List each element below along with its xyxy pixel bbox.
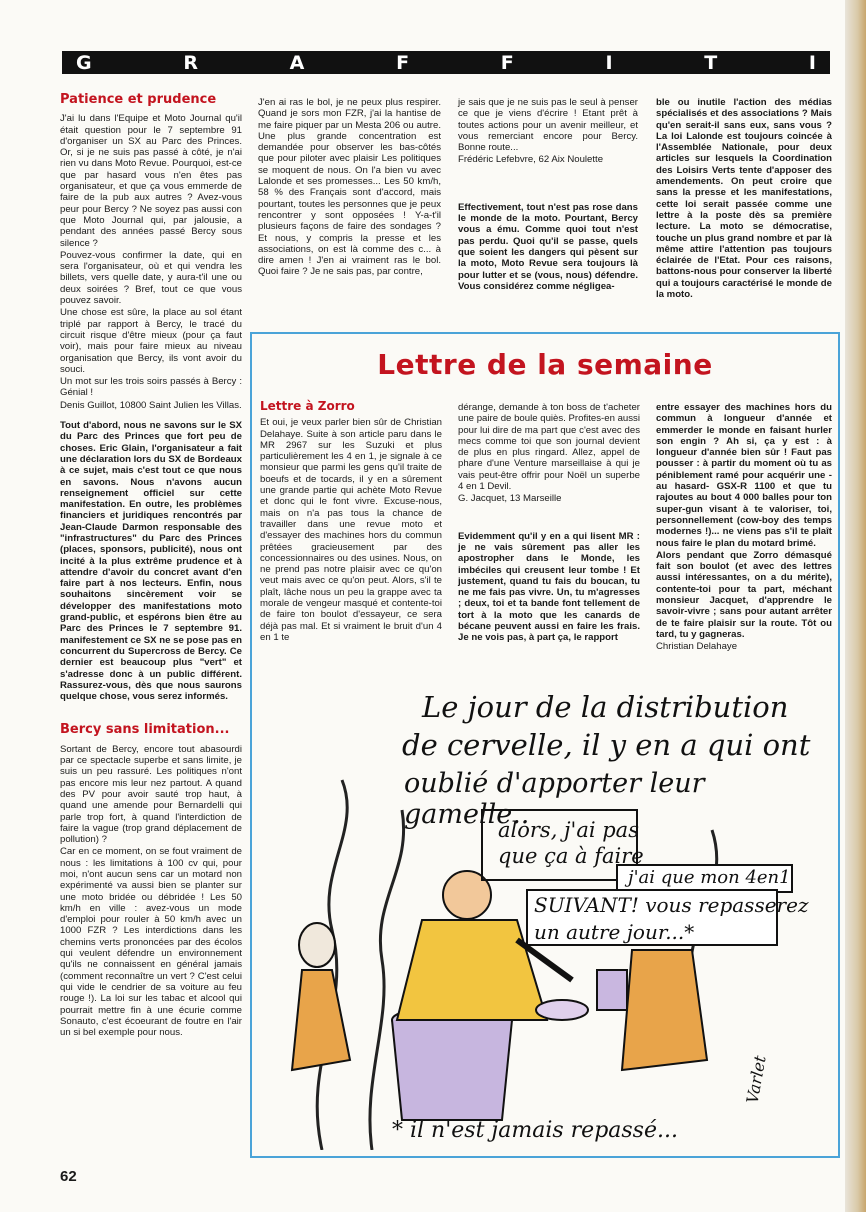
header-letter: F — [396, 51, 410, 74]
header-letter: R — [183, 51, 198, 74]
letter-signature: Denis Guillot, 10800 Saint Julien les Villas. — [60, 399, 242, 411]
cartoon-footnote: * il n'est jamais repassé... — [392, 1118, 678, 1143]
speech-bubble-3-line2: un autre jour...* — [534, 920, 695, 944]
header-letter: I — [808, 51, 816, 74]
editor-reply: Tout d'abord, nous ne savons sur le SX du Parc des Princes que fort peu de choses. Eric Glain, l'organisateur a fait une déclaration lors du SX de Bordeaux à ce sujet, mais c'est tout ce que nous en savons. Nous n'avons aucun renseignement officiel sur cette manifestation. En outre, les problèmes financiers et juridiques rencontrés par Jean-Claude Darmon responsable des "infrastructures" du Parc des Princes (places, sponsors, publicité), nous ont incité à la plus extrême prudence et à attendre d'avoir du concret avant d'en faire part à nos lecteurs. Enfin, nous souhaitons sincèrement voir se développer des manifestations moto grand-public, et espérons bien être au Parc des Princes le 7 septembre 91. manifestement ce SX ne se pose pas en concurrent du Supercross de Bercy. Ce dernier est beaucoup plus "vert" et s'adresse donc à un public différent. Rassurez-vous, dès que nous saurons quelque chose, vous serez informés. — [60, 420, 242, 703]
letter-paragraph: Pouvez-vous confirmer la date, qui en sera l'organisateur, où et qui vendra les billets, vers quelle date, y aura-t'il une ou deux soirées ? Bref, tout ce que vous pouvez savoir. — [60, 249, 242, 307]
column-4-top — [656, 97, 832, 301]
cartoonist-signature: Varlet — [742, 1054, 770, 1105]
letter-paragraph: dérange, demande à ton boss de t'acheter une paire de boule quiès. Profites-en aussi pour lui dire de ma part que c'est avec des mecs comme toi que son journal devient de plus en plus ringard. Allez, appel de phare d'une Venture marseillaise à qui je vais peut-être offrir pour Noël un superbe 4 en 1 Devil. — [458, 402, 640, 493]
letter-paragraph: Un mot sur les trois soirs passés à Bercy : Génial ! — [60, 376, 242, 399]
letter-paragraph: Car en ce moment, on se fout vraiment de nous : les limitations à 100 cv qui, pour moi, n'ont aucun sens car un motard non expérimenté va aussi bien se planter sur une moto bridée ou débridée ! Les 50 km/h en ville : avez-vous un mode d'emploi pour rouler à 50 km/h avec un 1000 FZR ? Les interdictions dans les chemins verts prononcées par des écolos qui veulent défendre un environnement qu'ils ne connaissent en général jamais (comment reconnaître un vert ? C'est celui qui vide le cendrier de sa voiture au feu rouge !). La loi sur les tabac et alcool qui pourrait mettre fin à une écurie comme Sonauto, c'est écoeurant de foutre en l'air un si bel exemple pour nous. — [60, 846, 242, 1039]
letter-paragraph: Sortant de Bercy, encore tout abasourdi par ce spectacle superbe et sans limite, je suis un peu rassuré. Les politiques n'ont pas encore mis leur nez partout. A quand des PV pour avoir sauté trop haut, à quand une amende pour Bernardelli qui parle trop fort, à quand l'interdiction de faire la vague (trop grand déplacement de pollution) ? — [60, 743, 242, 846]
week-column-3 — [656, 402, 832, 654]
letter-subheading: Lettre à Zorro — [260, 399, 355, 413]
week-column-2 — [458, 402, 640, 645]
header-letter: T — [704, 51, 718, 74]
speech-bubble-1-line2: que ça à faire — [498, 844, 644, 868]
column-2-top — [258, 97, 441, 279]
editor-reply: Alors pendant que Zorro démasqué fait son boulot (et avec des lettres aussi intéressantes, on a du mérite), contente-toi pour ta part, méchant monsieur Jacquet, d'apprendre le savoir-vivre ; sans pour autant arrêter de te faire plaisir sur la route. Tôt ou tard, tu y gagneras. — [656, 549, 832, 640]
letter-paragraph: je sais que je ne suis pas le seul à penser ce que je viens d'écrire ! Etant prêt à toutes actions pour un avenir meilleur, et vous remerciant encore pour Bercy. Bonne route... — [458, 97, 638, 154]
article-heading-bercy: Bercy sans limitation... — [60, 722, 230, 738]
header-letter: I — [605, 51, 613, 74]
header-letter: G — [76, 51, 92, 74]
editor-reply: entre essayer des machines hors du commun à longueur d'année et emmerder le monde en faisant hurler son engin ? Ah si, ça y est : à longueur d'année bien sûr ! Faut pas pousser : à partir du moment où tu as péniblement ramé pour acquérir une -au hasard- GSX-R 1100 et que tu rajoutes au bout 4 000 balles pour ton super-gun visant à te valoriser, toi, personnellement (cow-boy des temps modernes !)... ne viens pas s'il te plaît nous faire le plan du motard brimé. — [656, 402, 832, 549]
letter-signature: Frédéric Lefebvre, 62 Aix Noulette — [458, 154, 604, 166]
speech-bubble-2: j'ai que mon 4en1 — [628, 867, 791, 888]
letter-paragraph: Une chose est sûre, la place au sol étant triplé par rapport à Bercy, le tracé du circuit risque d'être mieux (pour ça faut voir), mais pour faire mieux au niveau organisation que Bercy, ils vont avoir du souci. — [60, 307, 242, 375]
letter-paragraph: Et oui, je veux parler bien sûr de Christian Delahaye. Suite à son article paru dans le MR 2967 sur les Suzuki et plus particulièrement les 4 en 1, je signale à ce monsieur que parmi les gens qu'il traite de boeufs et de tocards, il y en a sûrement une grande partie qui achète Moto Revue et donc qui le font vivre. Excuse-nous, mais on n'a pas tous la chance de travailler dans une revue moto et d'essayer des machines hors du commun prêtées gracieusement par des concessionnaires ou des usines. Nous, on ne prend pas notre plaisir avec ce qu'on veut mais avec ce qu'on peut. Alors, s'il te plaît, lâche nous un peu la grappe avec ta morale de vengeur masqué et contente-toi de faire ton boulot d'essayeur, ce sera déjà pas mal. Et si vraiment le bruit d'un 4 en 1 te — [260, 417, 442, 643]
column-3-top — [458, 97, 638, 293]
page-number: 62 — [60, 1168, 77, 1185]
page-edge — [845, 0, 866, 1212]
letter-paragraph: J'ai lu dans l'Equipe et Moto Journal qu'il était question pour le 7 septembre 91 d'organiser un SX au Parc des Princes. Or, si je ne suis pas passé à côté, je n'ai rien vu dans Moto Revue. Pourquoi, est-ce que par hasard vous n'en êtes pas organisateur, et que ça vous emmerde de faire de la pub aux autres ? Avez-vous peur pour Bercy ? Ne soyez pas aussi con que Moto Journal qui, par jalousie, a pendant des années passé Bercy sous silence ? — [60, 113, 242, 249]
cartoon-illustration — [262, 680, 832, 1150]
letter-signature: G. Jacquet, 13 Marseille — [458, 493, 562, 505]
header-letter: A — [289, 51, 305, 74]
letter-paragraph: J'en ai ras le bol, je ne peux plus respirer. Quand je sors mon FZR, j'ai la hantise de me faire piquer par un Mesta 206 ou autre. Une plus grande concentration est demandée pour observer les bas-côtés que pour piloter avec plaisir Les politiques se moquent de nous. On l'a bien vu avec Lalonde et ses promesses... Les 50 km/h, 58 % des Français sont d'accord, mais pourtant, toutes les personnes que je peux rencontrer y sont opposées ! Y-a-t'il plusieurs façons de faire des sondages ? Et nous, y compris la presse et les associations, on est là comme des c... à dire amen ! J'en ai vraiment ras le bol. Quoi faire ? Je ne sais pas, par contre, — [258, 97, 441, 278]
header-letter: F — [500, 51, 514, 74]
speech-bubble-3-line1: SUIVANT! vous repasserez — [534, 893, 809, 917]
week-column-1 — [260, 401, 442, 644]
cartoon-caption-line2: de cervelle, il y en a qui ont — [402, 728, 811, 762]
graffiti-header-bar — [62, 51, 830, 74]
cartoon-caption-line3: oublié d'apporter leur gamelle.. — [404, 768, 705, 830]
speech-bubble-1-line1: alors, j'ai pas — [498, 818, 639, 842]
letter-of-week-title: Lettre de la semaine — [377, 348, 713, 381]
editor-signature: Christian Delahaye — [656, 641, 738, 653]
article-heading-patience: Patience et prudence — [60, 92, 217, 107]
column-1 — [60, 94, 242, 1039]
editor-reply: Effectivement, tout n'est pas rose dans le monde de la moto. Pourtant, Bercy vous a ému. Comme quoi tout n'est pas perdu. Quoi qu'il se passe, quels que soient les dangers qui pèsent sur la moto, Moto Revue sera toujours là pour lutter et se (vous, nous) défendre. Vous considérez comme négligea- — [458, 201, 638, 292]
editor-reply: Evidemment qu'il y en a qui lisent MR : je ne vais sûrement pas aller les apostropher dans le Monde, les imbéciles qui creusent leur tombe ! Et justement, quand tu fais du boucan, tu ne me fais pas vivre. Un, tu m'agresses ; deux, toi et ta bande font tellement de tort à la moto que les canards de bécane peuvent aussi en faire les frais. Je ne vois pas, à part ça, le rapport — [458, 530, 640, 644]
cartoon-caption-line1: Le jour de la distribution — [422, 690, 789, 724]
editor-reply-continued: ble ou inutile l'action des médias spécialisés et des associations ? Mais qu'en serait-il sans eux, sans vous ? La loi Lalonde est toujours coincée à l'Assemblée Nationale, pour deux articles sur lesquels la Coordination des Loisirs Verts tente d'apposer des amendements. On peut croire que sans la presse et les manifestations, cette loi serait passée comme une lettre à la poste dès sa première lecture. La moto se démocratise, touche un plus grand nombre et par là même attire l'attention pas toujours éclairée de l'Etat. Pour ces raisons, battons-nous pour conserver la liberté qui a toujours caractérisé le monde de la moto. — [656, 97, 832, 301]
